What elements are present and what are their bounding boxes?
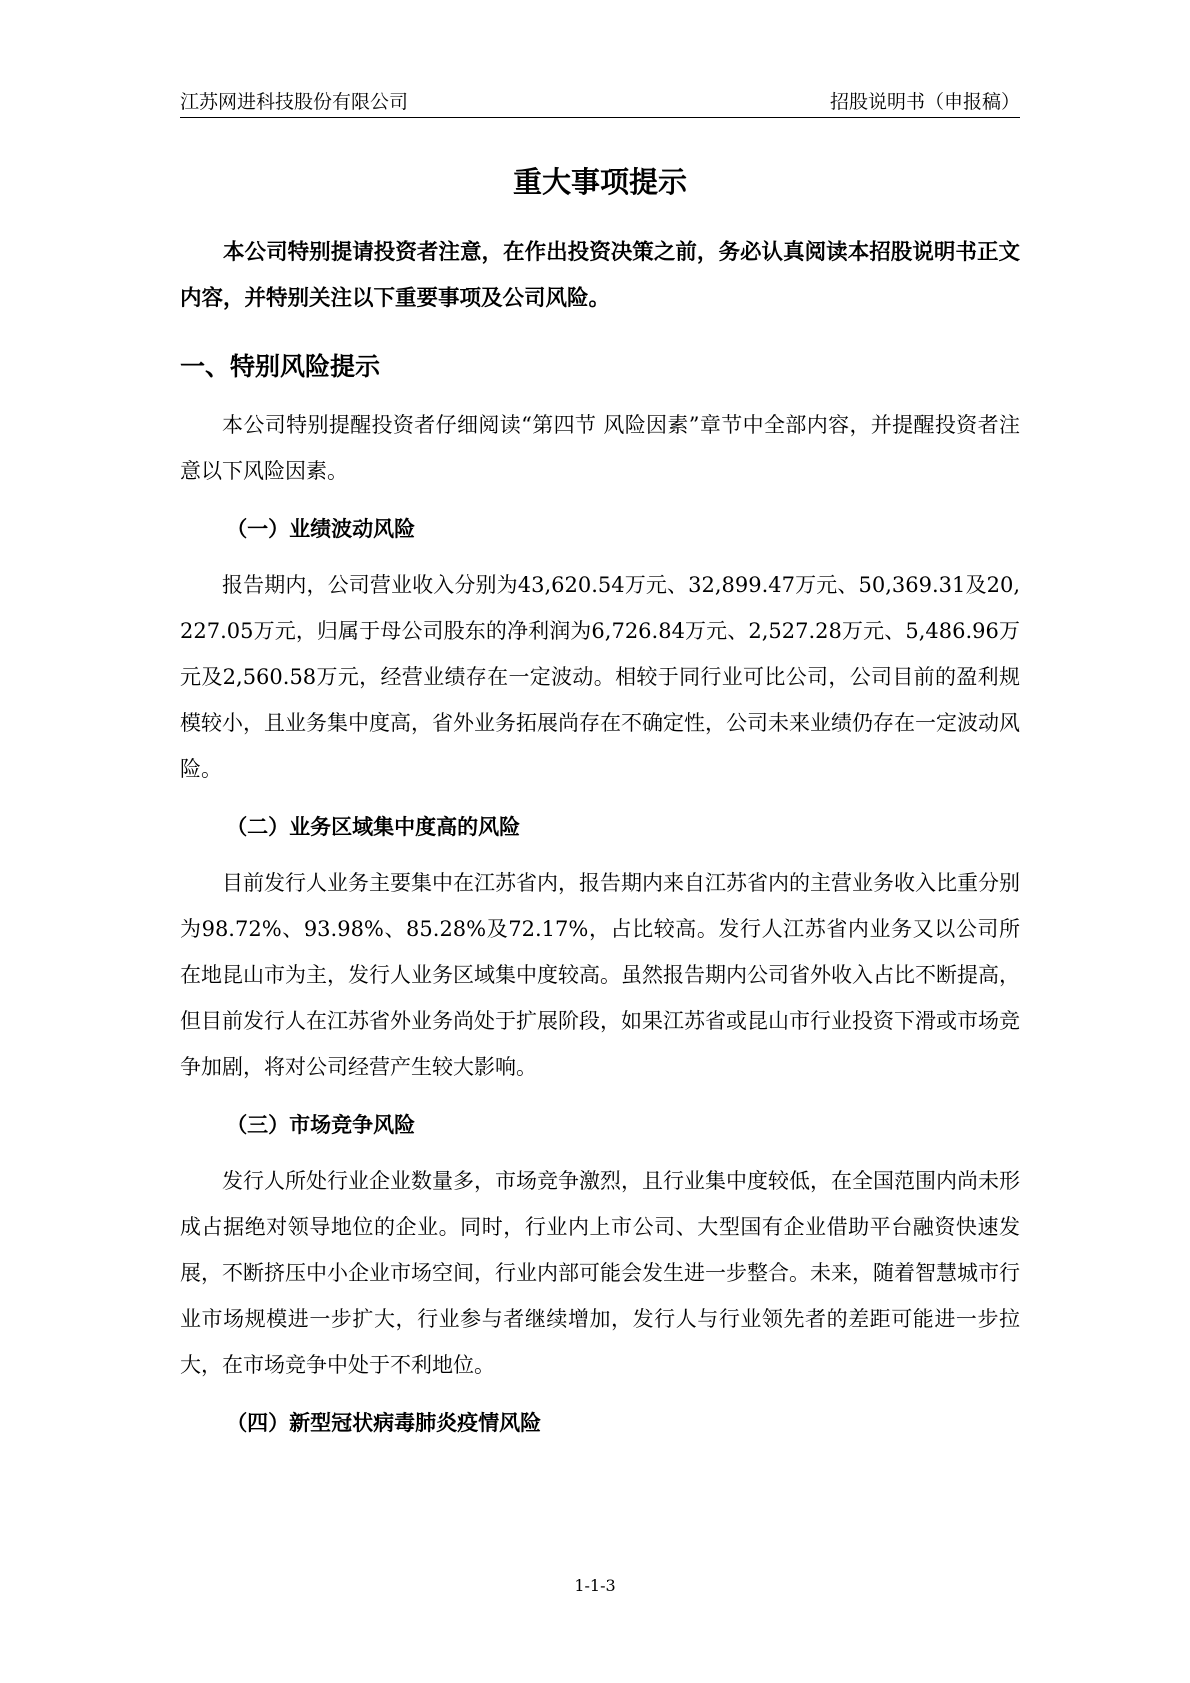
risk-title-performance: （一）业绩波动风险 bbox=[226, 517, 416, 541]
page-header bbox=[180, 83, 1020, 118]
page-number: 1-1-3 bbox=[574, 1576, 616, 1595]
section-intro-paragraph: 本公司特别提醒投资者仔细阅读“第四节 风险因素”章节中全部内容，并提醒投资者注意以下风险因素。 bbox=[180, 413, 1020, 483]
risk-title-market-competition: （三）市场竞争风险 bbox=[226, 1113, 416, 1137]
page-content bbox=[180, 160, 1020, 1456]
section-title-special-risks: 一、特别风险提示 bbox=[180, 352, 381, 381]
risk-title-covid-pandemic: （四）新型冠状病毒肺炎疫情风险 bbox=[226, 1411, 542, 1435]
header-company-name: 江苏网进科技股份有限公司 bbox=[180, 91, 409, 113]
risk-text-regional-concentration: 目前发行人业务主要集中在江苏省内，报告期内来自江苏省内的主营业务收入比重分别为98.72%、93.98%、85.28%及72.17%，占比较高。发行人江苏省内业务又以公司所在地昆山市为主，发行人业务区域集中度较高。虽然报告期内公司省外收入占比不断提高，但目前发行人在江苏省外业务尚处于扩展阶段，如果江苏省或昆山市行业投资下滑或市场竞争加剧，将对公司经营产生较大影响。 bbox=[180, 871, 1020, 1079]
risk-text-market-competition: 发行人所处行业企业数量多，市场竞争激烈，且行业集中度较低，在全国范围内尚未形成占据绝对领导地位的企业。同时，行业内上市公司、大型国有企业借助平台融资快速发展，不断挤压中小企业市场空间，行业内部可能会发生进一步整合。未来，随着智慧城市行业市场规模进一步扩大，行业参与者继续增加，发行人与行业领先者的差距可能进一步拉大，在市场竞争中处于不利地位。 bbox=[180, 1169, 1020, 1377]
page-title: 重大事项提示 bbox=[512, 165, 687, 199]
header-document-type: 招股说明书（申报稿） bbox=[829, 91, 1020, 113]
intro-paragraph: 本公司特别提请投资者注意，在作出投资决策之前，务必认真阅读本招股说明书正文内容，并特别关注以下重要事项及公司风险。 bbox=[180, 240, 1020, 311]
risk-text-performance: 报告期内，公司营业收入分别为43,620.54万元、32,899.47万元、50,369.31及20,227.05万元，归属于母公司股东的净利润为6,726.84万元、2,527.28万元、5,486.96万元及2,560.58万元，经营业绩存在一定波动。相较于同行业可比公司，公司目前的盈利规模较小，且业务集中度高，省外业务拓展尚存在不确定性，公司未来业绩仍存在一定波动风险。 bbox=[180, 573, 1020, 781]
risk-title-regional-concentration: （二）业务区域集中度高的风险 bbox=[226, 815, 521, 839]
